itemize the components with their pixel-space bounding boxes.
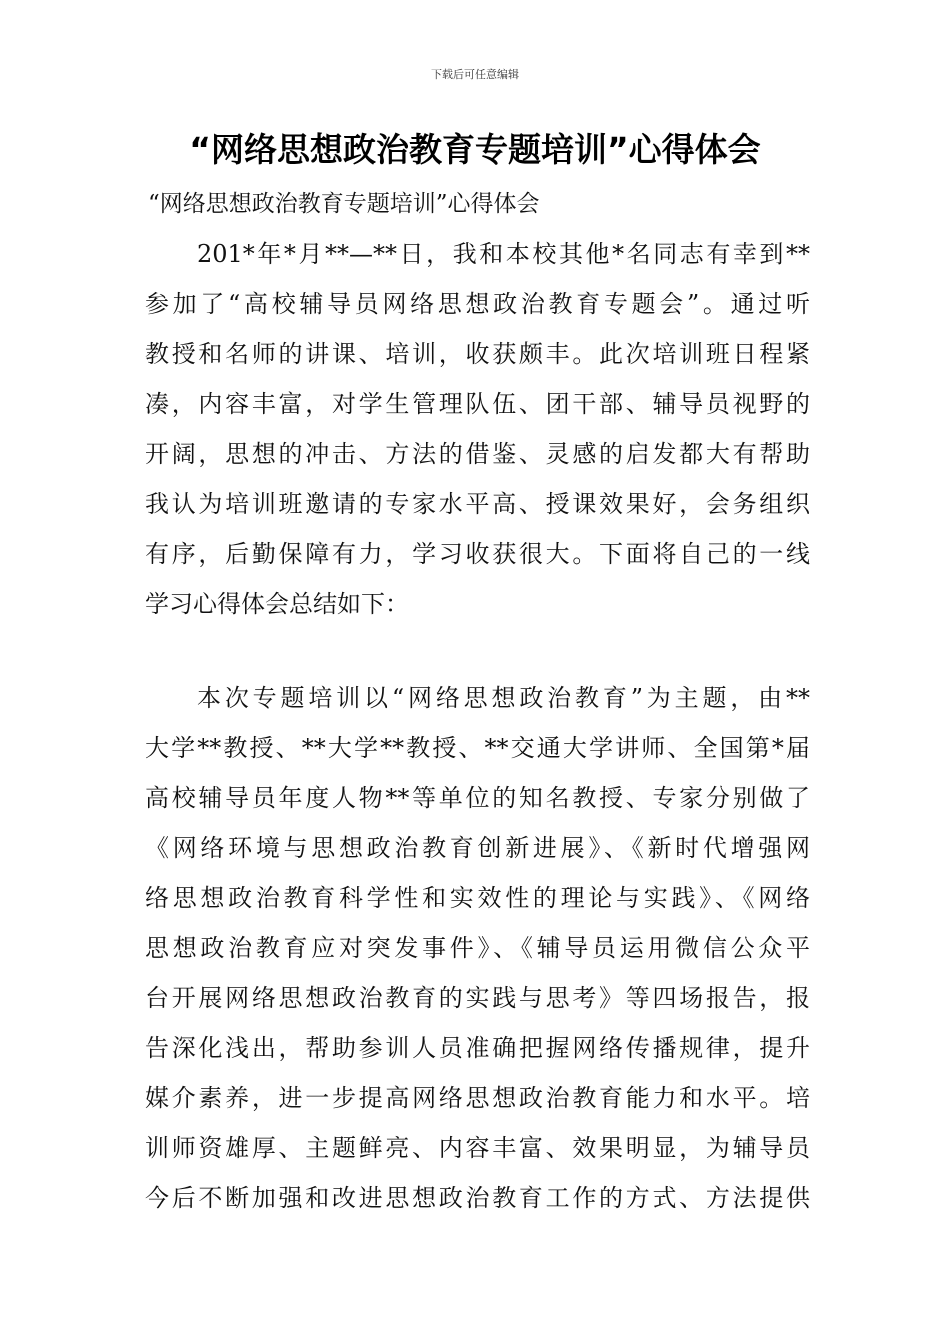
paragraph-line: 训师资雄厚、主题鲜亮、内容丰富、效果明显，为辅导员 bbox=[145, 1134, 810, 1162]
paragraph-line: 媒介素养，进一步提高网络思想政治教育能力和水平。培 bbox=[145, 1084, 810, 1112]
paragraph-line: 络思想政治教育科学性和实效性的理论与实践》、《网络 bbox=[145, 884, 810, 912]
paragraph-line: 本次专题培训以“网络思想政治教育”为主题，由** bbox=[197, 684, 810, 712]
paragraph-line: 高校辅导员年度人物**等单位的知名教授、专家分别做了 bbox=[145, 784, 810, 812]
paragraph-line: 告深化浅出，帮助参训人员准确把握网络传播规律，提升 bbox=[145, 1034, 810, 1062]
paragraph-line: 今后不断加强和改进思想政治教育工作的方式、方法提供 bbox=[145, 1184, 810, 1212]
paragraph-line: 思想政治教育应对突发事件》、《辅导员运用微信公众平 bbox=[145, 934, 810, 962]
paragraph-line: 教授和名师的讲课、培训，收获颇丰。此次培训班日程紧 bbox=[145, 340, 810, 368]
paragraph-intro bbox=[145, 229, 810, 629]
document-title: “网络思想政治教育专题培训”心得体会 bbox=[189, 130, 761, 169]
paragraph-line: 学习心得体会总结如下： bbox=[145, 590, 409, 618]
paragraph-line: 《网络环境与思想政治教育创新进展》、《新时代增强网 bbox=[145, 834, 810, 862]
paragraph-line: 有序，后勤保障有力，学习收获很大。下面将自己的一线 bbox=[145, 540, 810, 568]
paragraph-line: 我认为培训班邀请的专家水平高、授课效果好，会务组织 bbox=[145, 490, 810, 518]
paragraph-line: 201*年*月**—**日，我和本校其他*名同志有幸到** bbox=[197, 240, 810, 268]
header-note: 下载后可任意编辑 bbox=[431, 68, 519, 81]
paragraph-line: 大学**教授、**大学**教授、**交通大学讲师、全国第*届 bbox=[145, 734, 810, 762]
document-subtitle: “网络思想政治教育专题培训”心得体会 bbox=[148, 191, 540, 217]
paragraph-line: 凑，内容丰富，对学生管理队伍、团干部、辅导员视野的 bbox=[145, 390, 810, 418]
paragraph-training-content bbox=[145, 673, 810, 1223]
paragraph-line: 台开展网络思想政治教育的实践与思考》等四场报告，报 bbox=[145, 984, 810, 1012]
paragraph-line: 参加了“高校辅导员网络思想政治教育专题会”。通过听 bbox=[145, 290, 810, 318]
paragraph-line: 开阔，思想的冲击、方法的借鉴、灵感的启发都大有帮助 bbox=[145, 440, 810, 468]
